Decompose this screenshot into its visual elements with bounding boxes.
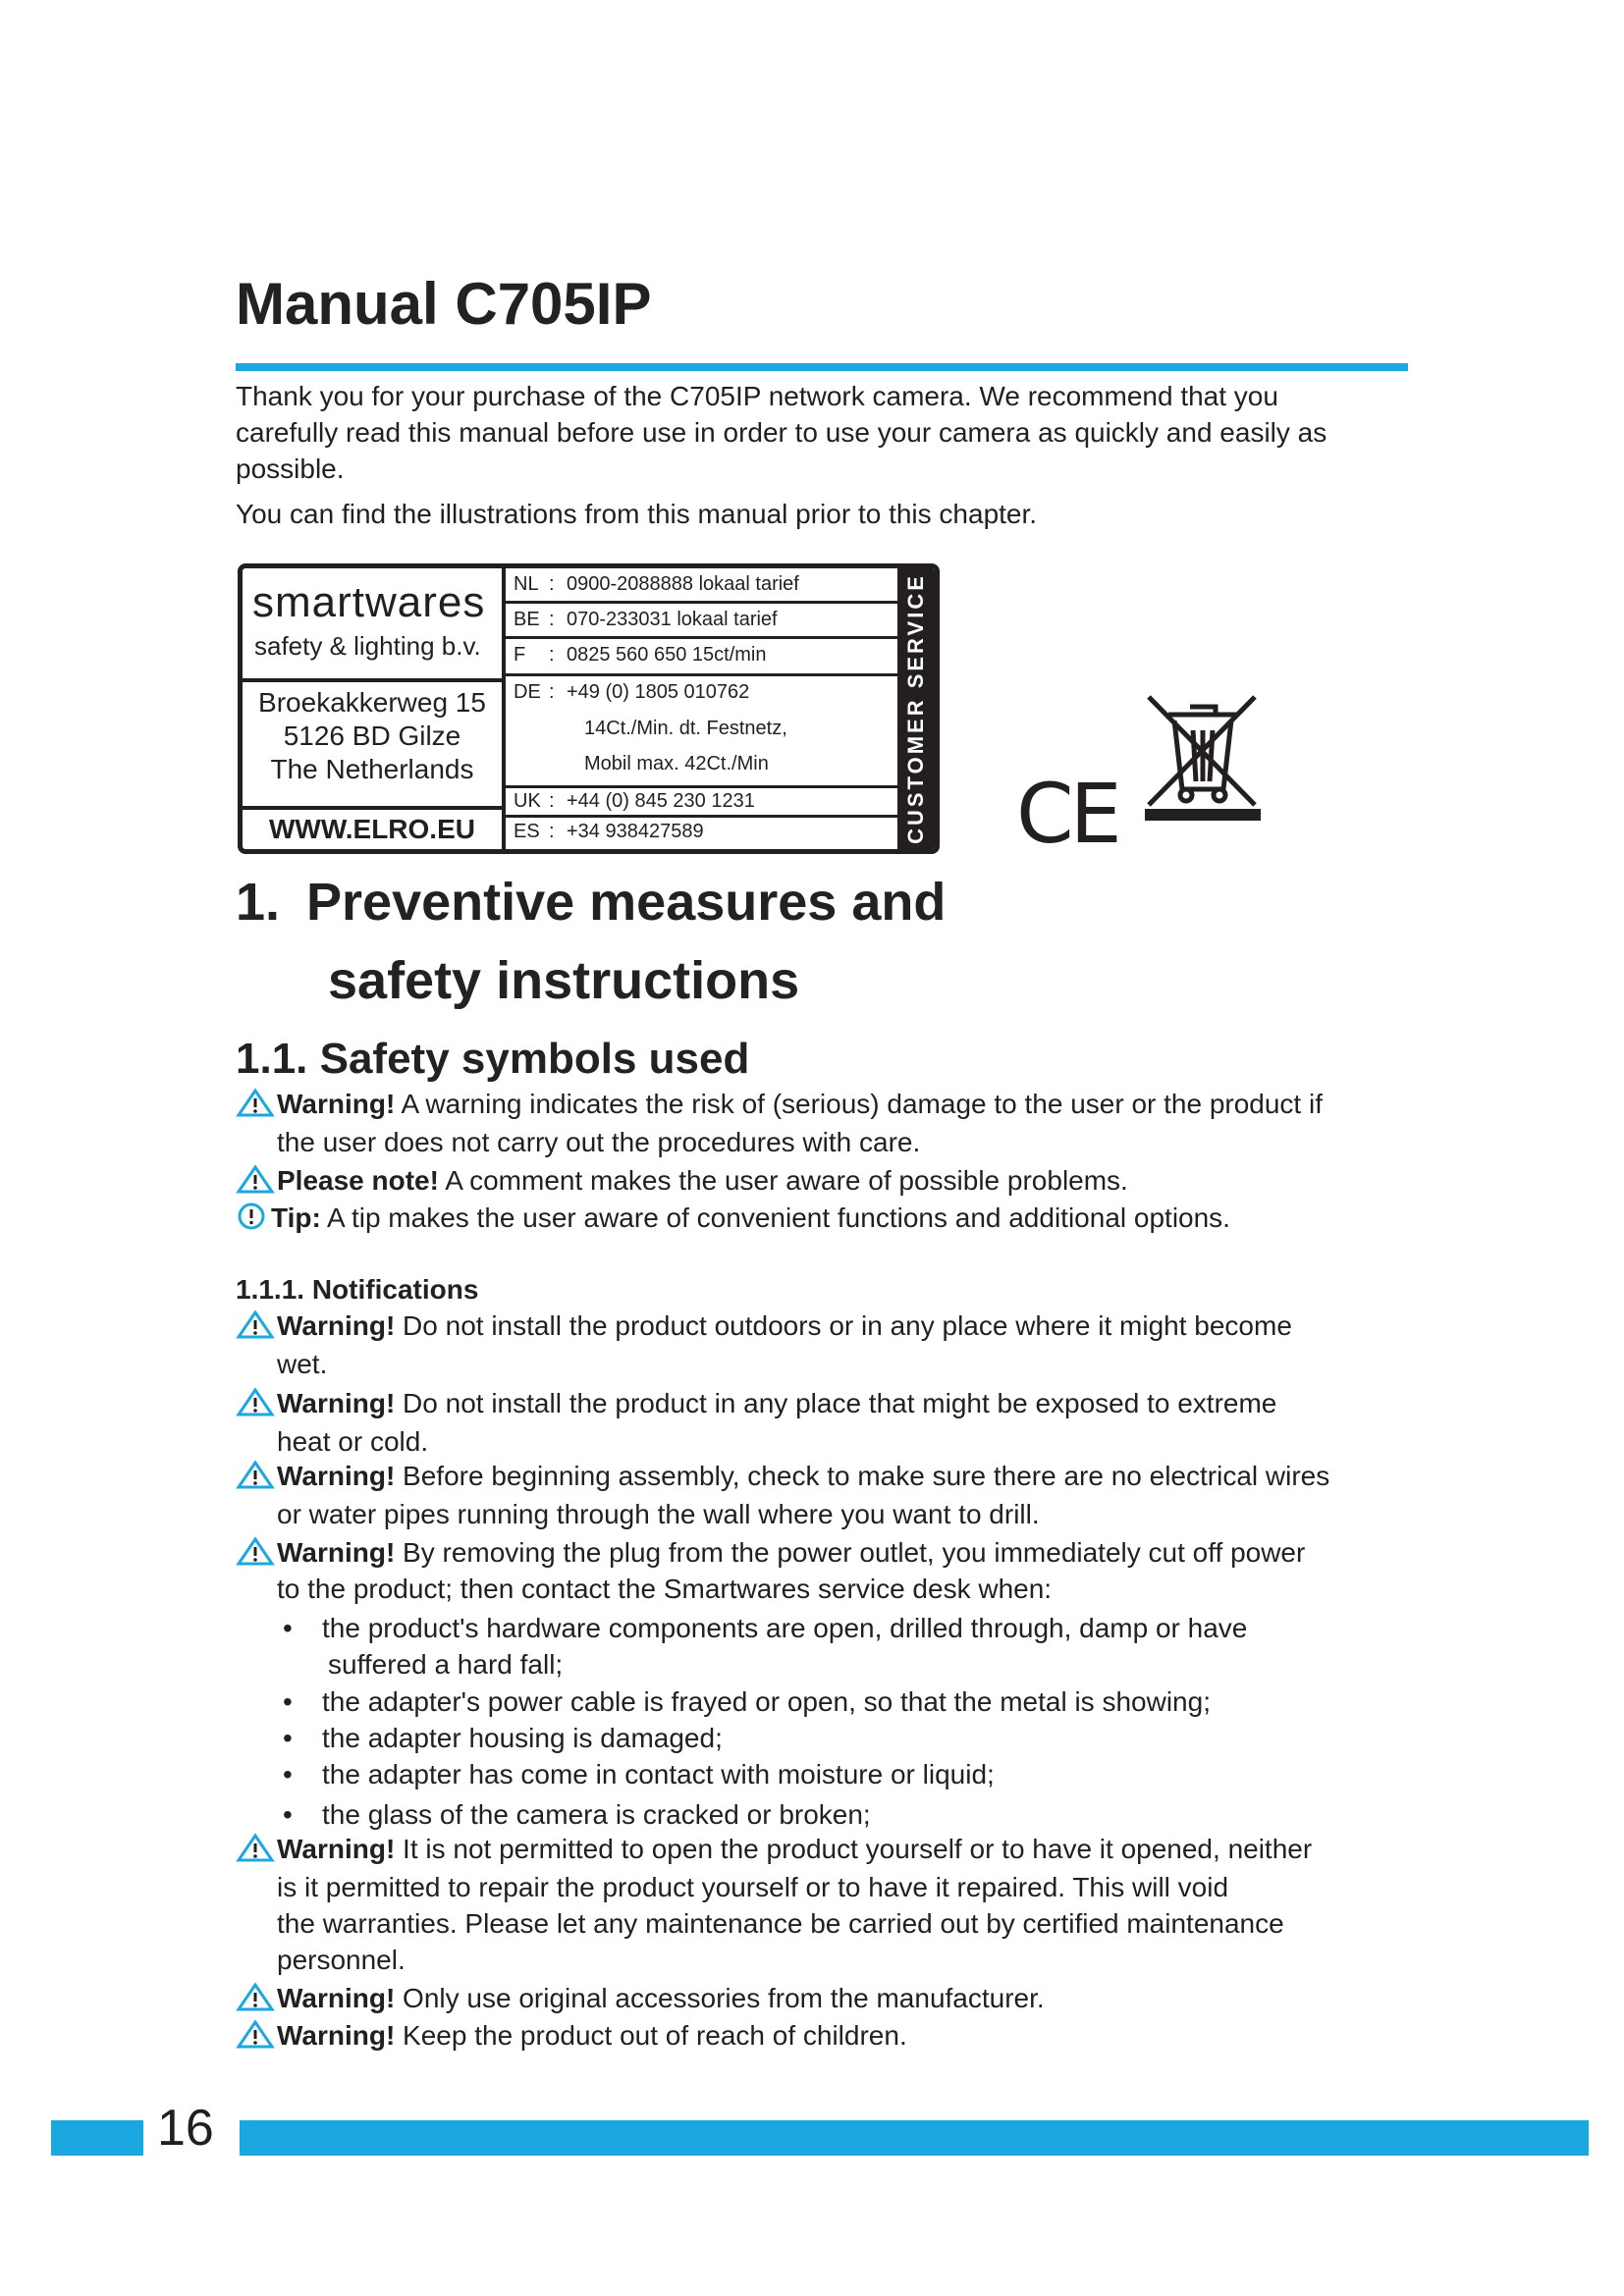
country-code: DE: [514, 681, 541, 703]
warning-text: A warning indicates the risk of (serious) damage to the user or the product if: [395, 1089, 1323, 1119]
bullet-dot-icon: •: [283, 1686, 293, 1717]
warning-text-cont: heat or cold.: [277, 1426, 429, 1457]
warning-item: [236, 1980, 1045, 2016]
phone-text: Mobil max. 42Ct./Min: [584, 753, 769, 774]
warning-text-cont: wet.: [277, 1349, 328, 1379]
warning-triangle-icon: [236, 1088, 275, 1117]
warning-label: Warning!: [277, 1089, 396, 1119]
note-item: [236, 1162, 1128, 1199]
subsection-heading: 1.1. Safety symbols used: [236, 1035, 750, 1083]
phone-row: F : 0825 560 650 15ct/min: [506, 639, 898, 676]
warning-text: By removing the plug from the power outlet, you immediately cut off power: [395, 1537, 1306, 1568]
phone-list: [506, 568, 898, 849]
section-title: safety instructions: [328, 951, 800, 1010]
address-line: The Netherlands: [270, 754, 474, 784]
note-text: A comment makes the user aware of possible problems.: [438, 1165, 1128, 1196]
phone-row: DE : +49 (0) 1805 010762 14Ct./Min. dt. Festnetz, Mobil max. 42Ct./Min: [506, 676, 898, 788]
list-item: the adapter housing is damaged;: [322, 1723, 723, 1753]
warning-label: Warning!: [277, 2020, 396, 2051]
country-code: NL: [514, 573, 539, 595]
warning-item: [236, 1308, 1292, 1344]
tip-label: Tip:: [271, 1202, 321, 1233]
intro-line: carefully read this manual before use in order to use your camera as quickly and easily as: [236, 417, 1327, 448]
customer-service-box: [238, 563, 940, 854]
weee-bin-icon: [1139, 687, 1267, 825]
warning-item: [236, 1458, 1329, 1494]
warning-triangle-icon: [236, 1387, 275, 1416]
warning-label: Warning!: [277, 1310, 396, 1341]
list-item: the glass of the camera is cracked or broken;: [322, 1799, 871, 1830]
note-label: Please note!: [277, 1165, 439, 1196]
intro-line: Thank you for your purchase of the C705IP network camera. We recommend that you: [236, 381, 1278, 411]
tip-circle-icon: [236, 1201, 269, 1231]
warning-triangle-icon: [236, 1309, 275, 1339]
warning-item: [236, 1534, 1305, 1571]
phone-text: +34 938427589: [567, 821, 704, 842]
list-item-cont: suffered a hard fall;: [328, 1649, 564, 1680]
customer-service-label-bar: [897, 568, 935, 849]
bullet-dot-icon: •: [283, 1759, 293, 1789]
warning-item: [236, 1831, 1312, 1867]
warning-item: [236, 1385, 1276, 1421]
tip-item: [236, 1200, 1230, 1236]
brand-subtitle: safety & lighting b.v.: [254, 631, 481, 661]
bullet-dot-icon: •: [283, 1799, 293, 1830]
address-line: Broekakkerweg 15: [258, 687, 486, 718]
bullet-dot-icon: •: [283, 1723, 293, 1753]
list-item: the product's hardware components are open, drilled through, damp or have: [322, 1613, 1248, 1643]
country-code: ES: [514, 821, 540, 842]
warning-label: Warning!: [277, 1834, 396, 1864]
warning-triangle-icon: [236, 1982, 275, 2011]
phone-row: UK : +44 (0) 845 230 1231: [506, 788, 898, 818]
bullet-dot-icon: •: [283, 1613, 293, 1643]
intro-paragraph: [236, 378, 1414, 487]
country-code: UK: [514, 790, 541, 812]
section-number: 1.: [236, 873, 281, 932]
phone-text: 14Ct./Min. dt. Festnetz,: [584, 718, 787, 739]
warning-label: Warning!: [277, 1537, 396, 1568]
intro-illustrations-note: You can find the illustrations from this manual prior to this chapter.: [236, 499, 1038, 529]
warning-text: It is not permitted to open the product yourself or to have it opened, neither: [395, 1834, 1313, 1864]
phone-text: +44 (0) 845 230 1231: [567, 790, 755, 812]
footer-bar: [240, 2120, 1589, 2156]
warning-item: [236, 1086, 1323, 1122]
warning-triangle-icon: [236, 1460, 275, 1489]
company-block: [243, 568, 506, 849]
note-triangle-icon: [236, 1164, 275, 1194]
list-item: the adapter has come in contact with moisture or liquid;: [322, 1759, 995, 1789]
phone-text: +49 (0) 1805 010762: [567, 681, 750, 703]
warning-item: [236, 2017, 907, 2054]
divider: [243, 678, 506, 682]
warning-text: Do not install the product outdoors or in any place where it might become: [395, 1310, 1292, 1341]
subsubsection-heading: 1.1.1. Notifications: [236, 1274, 479, 1305]
customer-service-label: CUSTOMER SERVICE: [903, 573, 928, 844]
warning-text-cont: is it permitted to repair the product yourself or to have it repaired. This will void: [277, 1872, 1229, 1902]
phone-text: 0825 560 650 15ct/min: [567, 644, 767, 666]
phone-row: ES : +34 938427589: [514, 821, 704, 842]
warning-label: Warning!: [277, 1983, 396, 2013]
list-item: the adapter's power cable is frayed or open, so that the metal is showing;: [322, 1686, 1211, 1717]
warning-triangle-icon: [236, 1536, 275, 1566]
brand-name: smartwares: [252, 578, 486, 626]
warning-text-cont: or water pipes running through the wall where you want to drill.: [277, 1499, 1040, 1529]
phone-row: BE : 070-233031 lokaal tarief: [506, 604, 898, 639]
warning-label: Warning!: [277, 1461, 396, 1491]
page-title: Manual C705IP: [236, 271, 652, 337]
phone-text: 070-233031 lokaal tarief: [567, 609, 778, 630]
warning-text: Before beginning assembly, check to make sure there are no electrical wires: [395, 1461, 1330, 1491]
warning-text: Only use original accessories from the manufacturer.: [395, 1983, 1045, 2013]
warning-triangle-icon: [236, 2019, 275, 2049]
ce-mark-icon: CE: [1016, 766, 1118, 862]
footer-bar: [51, 2120, 143, 2156]
warning-text: Keep the product out of reach of children.: [395, 2020, 907, 2051]
warning-text-cont: the warranties. Please let any maintenance be carried out by certified maintenance: [277, 1908, 1284, 1939]
country-code: BE: [514, 609, 540, 630]
website-link[interactable]: WWW.ELRO.EU: [269, 814, 475, 844]
warning-text-cont: to the product; then contact the Smartwares service desk when:: [277, 1574, 1053, 1604]
warning-triangle-icon: [236, 1833, 275, 1862]
phone-text: 0900-2088888 lokaal tarief: [567, 573, 799, 595]
page-number: 16: [157, 2100, 214, 2157]
country-code: F: [514, 644, 526, 666]
address-line: 5126 BD Gilze: [283, 721, 461, 751]
tip-text: A tip makes the user aware of convenient functions and additional options.: [320, 1202, 1230, 1233]
warning-text-cont: personnel.: [277, 1945, 406, 1975]
warning-text-cont: the user does not carry out the procedures with care.: [277, 1127, 921, 1157]
warning-text: Do not install the product in any place that might be exposed to extreme: [395, 1388, 1277, 1418]
section-title: Preventive measures and: [306, 873, 947, 932]
divider: [243, 806, 506, 810]
warning-label: Warning!: [277, 1388, 396, 1418]
intro-line: possible.: [236, 454, 345, 484]
phone-row: NL : 0900-2088888 lokaal tarief: [506, 568, 898, 604]
title-rule: [236, 363, 1408, 371]
